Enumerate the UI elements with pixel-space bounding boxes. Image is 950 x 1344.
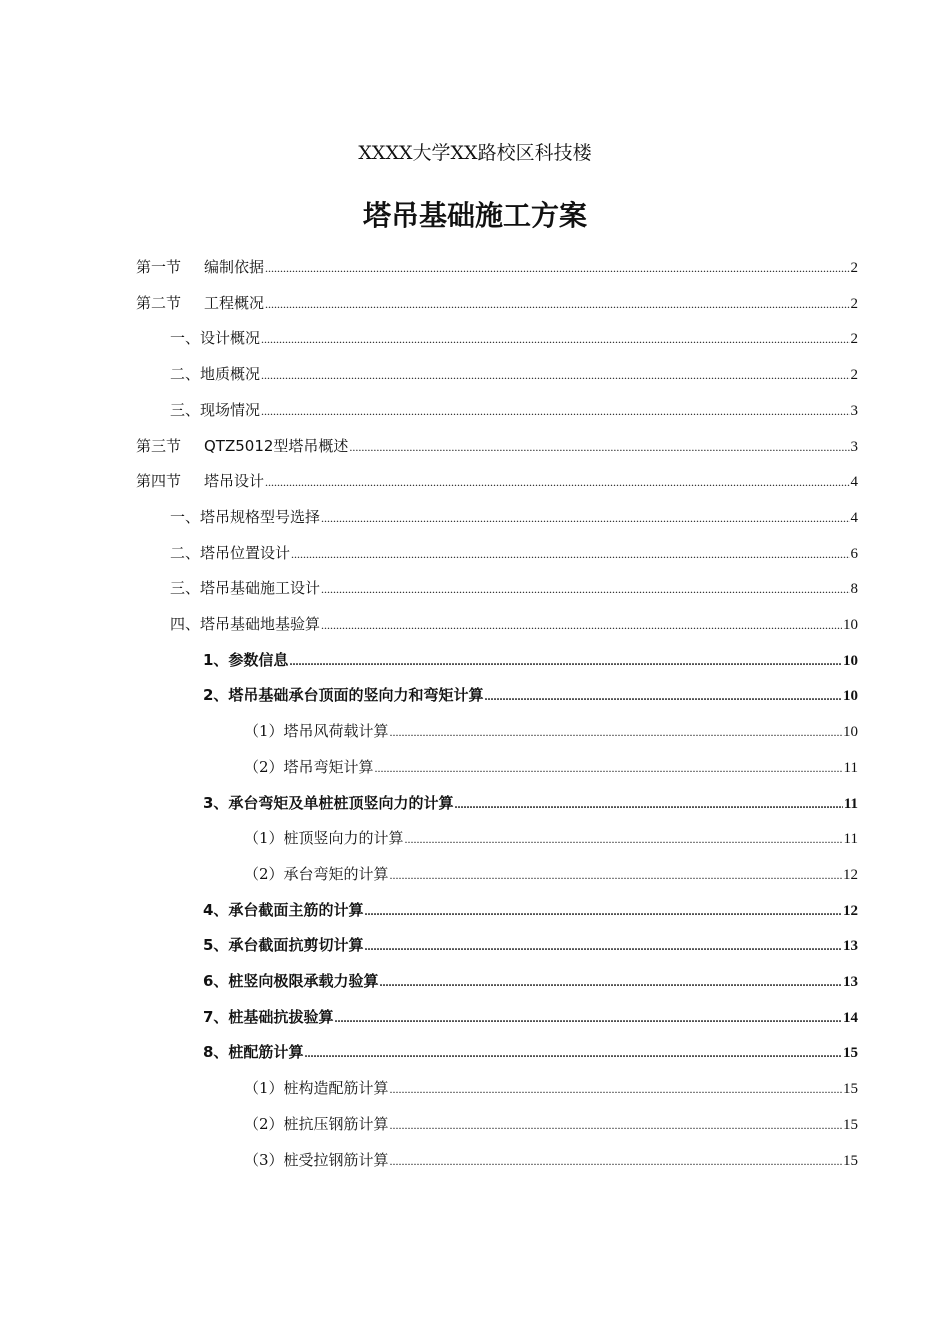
toc-leader-dots bbox=[390, 1078, 842, 1100]
toc-leader-dots bbox=[321, 507, 849, 529]
toc-leader-dots bbox=[265, 293, 849, 315]
toc-page-number: 15 bbox=[843, 1081, 858, 1097]
toc-entry-label bbox=[136, 470, 264, 492]
toc-entry-text: 一、塔吊规格型号选择 bbox=[170, 508, 321, 526]
toc-entry-label bbox=[170, 506, 320, 528]
toc-entry[interactable] bbox=[244, 756, 858, 778]
toc-entry[interactable] bbox=[170, 399, 858, 421]
toc-leader-dots bbox=[261, 328, 849, 350]
toc-leader-dots bbox=[390, 721, 842, 743]
toc-page-number: 3 bbox=[850, 403, 858, 419]
toc-entry-label bbox=[136, 292, 264, 314]
toc-entry-text: 4、承台截面主筋的计算 bbox=[203, 901, 364, 919]
toc-entry-label bbox=[136, 256, 264, 278]
toc-entry[interactable] bbox=[203, 970, 858, 992]
toc-entry-label bbox=[203, 934, 363, 956]
toc-entry-label bbox=[203, 970, 378, 992]
toc-leader-dots bbox=[349, 436, 849, 458]
toc-leader-dots bbox=[405, 828, 843, 850]
toc-page-number: 10 bbox=[843, 688, 858, 704]
toc-page-number: 10 bbox=[843, 617, 858, 633]
toc-entry[interactable] bbox=[244, 827, 858, 849]
toc-entry-text: （1）桩顶竖向力的计算 bbox=[244, 829, 404, 847]
toc-entry-text: （2）塔吊弯矩计算 bbox=[244, 758, 374, 776]
toc-entry-label bbox=[244, 863, 389, 885]
toc-leader-dots bbox=[334, 1007, 842, 1029]
toc-leader-dots bbox=[291, 543, 849, 565]
toc-entry-label bbox=[203, 899, 363, 921]
toc-entry[interactable] bbox=[136, 256, 858, 278]
toc-entry-text: 1、参数信息 bbox=[203, 651, 289, 669]
toc-page-number: 11 bbox=[843, 831, 858, 847]
toc-leader-dots bbox=[364, 935, 842, 957]
toc-entry-label bbox=[170, 363, 260, 385]
toc-entry-text: （1）塔吊风荷载计算 bbox=[244, 722, 389, 740]
toc-entry[interactable] bbox=[170, 542, 858, 564]
toc-entry-text: 3、承台弯矩及单桩桩顶竖向力的计算 bbox=[203, 794, 454, 812]
toc-entry-label bbox=[244, 756, 374, 778]
toc-leader-dots bbox=[390, 1114, 842, 1136]
toc-entry-text: 一、设计概况 bbox=[170, 329, 261, 347]
toc-entry-text: （1）桩构造配筋计算 bbox=[244, 1079, 389, 1097]
toc-leader-dots bbox=[484, 685, 842, 707]
toc-entry-text: 塔吊设计 bbox=[204, 472, 265, 490]
toc-page-number: 6 bbox=[850, 546, 858, 562]
toc-leader-dots bbox=[379, 971, 842, 993]
toc-entry-label bbox=[203, 1041, 303, 1063]
toc-page-number: 12 bbox=[843, 903, 858, 919]
toc-page-number: 2 bbox=[850, 296, 858, 312]
toc-entry-label bbox=[170, 327, 260, 349]
toc-leader-dots bbox=[375, 757, 843, 779]
toc-entry-text: 二、地质概况 bbox=[170, 365, 261, 383]
toc-entry[interactable] bbox=[244, 1077, 858, 1099]
toc-section-number: 第四节 bbox=[136, 472, 182, 490]
toc-entry[interactable] bbox=[136, 470, 858, 492]
toc-entry-text: 8、桩配筋计算 bbox=[203, 1043, 304, 1061]
toc-entry-label bbox=[244, 1077, 389, 1099]
toc-entry[interactable] bbox=[136, 435, 858, 457]
toc-entry[interactable] bbox=[203, 1006, 858, 1028]
toc-entry-label bbox=[203, 1006, 333, 1028]
toc-entry-label bbox=[244, 720, 389, 742]
toc-entry[interactable] bbox=[244, 1113, 858, 1135]
toc-entry[interactable] bbox=[244, 720, 858, 742]
toc-section-number: 第三节 bbox=[136, 437, 182, 455]
toc-entry[interactable] bbox=[203, 1041, 858, 1063]
toc-page-number: 14 bbox=[843, 1010, 858, 1026]
toc-page-number: 8 bbox=[850, 581, 858, 597]
toc-page-number: 15 bbox=[843, 1117, 858, 1133]
toc-entry-label bbox=[244, 827, 404, 849]
toc-page-number: 13 bbox=[843, 974, 858, 990]
toc-entry[interactable] bbox=[203, 649, 858, 671]
toc-entry-text: 三、现场情况 bbox=[170, 401, 261, 419]
toc-entry-label bbox=[136, 435, 348, 457]
document-title: 塔吊基础施工方案 bbox=[362, 199, 587, 232]
toc-page-number: 15 bbox=[843, 1153, 858, 1169]
toc-leader-dots bbox=[289, 650, 842, 672]
toc-leader-dots bbox=[390, 1150, 842, 1172]
toc-entry-text: 6、桩竖向极限承载力验算 bbox=[203, 972, 379, 990]
toc-entry[interactable] bbox=[170, 613, 858, 635]
toc-entry[interactable] bbox=[203, 792, 858, 814]
toc-entry-label bbox=[170, 542, 290, 564]
document-subtitle: XXXX大学XX路校区科技楼 bbox=[358, 142, 592, 164]
toc-entry-label bbox=[244, 1113, 389, 1135]
toc-leader-dots bbox=[390, 864, 842, 886]
toc-section-number: 第二节 bbox=[136, 294, 182, 312]
toc-entry-text: 7、桩基础抗拔验算 bbox=[203, 1008, 334, 1026]
toc-page-number: 3 bbox=[850, 439, 858, 455]
toc-entry-label bbox=[203, 792, 453, 814]
toc-section-number: 第一节 bbox=[136, 258, 182, 276]
toc-leader-dots bbox=[261, 400, 849, 422]
toc-entry-text: 四、塔吊基础地基验算 bbox=[170, 615, 321, 633]
toc-leader-dots bbox=[454, 793, 842, 815]
toc-page-number: 4 bbox=[850, 474, 858, 490]
toc-entry-label bbox=[203, 684, 483, 706]
toc-entry-label bbox=[170, 577, 320, 599]
toc-entry-text: 编制依据 bbox=[204, 258, 265, 276]
toc-entry[interactable] bbox=[244, 1149, 858, 1171]
toc-leader-dots bbox=[265, 257, 849, 279]
toc-leader-dots bbox=[261, 364, 849, 386]
toc-leader-dots bbox=[265, 471, 849, 493]
toc-entry-text: QTZ5012型塔吊概述 bbox=[204, 437, 349, 455]
toc-leader-dots bbox=[321, 578, 849, 600]
toc-entry[interactable] bbox=[170, 506, 858, 528]
toc-entry-text: 2、塔吊基础承台顶面的竖向力和弯矩计算 bbox=[203, 686, 484, 704]
toc-leader-dots bbox=[304, 1042, 842, 1064]
toc-page-number: 12 bbox=[843, 867, 858, 883]
toc-entry-text: 5、承台截面抗剪切计算 bbox=[203, 936, 364, 954]
toc-entry-text: （2）桩抗压钢筋计算 bbox=[244, 1115, 389, 1133]
toc-page-number: 4 bbox=[850, 510, 858, 526]
toc-entry[interactable] bbox=[170, 577, 858, 599]
toc-entry-text: 三、塔吊基础施工设计 bbox=[170, 579, 321, 597]
toc-entry[interactable] bbox=[136, 292, 858, 314]
toc-entry[interactable] bbox=[203, 934, 858, 956]
toc-entry-label bbox=[170, 399, 260, 421]
toc-entry[interactable] bbox=[170, 363, 858, 385]
toc-page-number: 11 bbox=[843, 760, 858, 776]
toc-page-number: 11 bbox=[843, 796, 858, 812]
toc-leader-dots bbox=[364, 900, 842, 922]
toc-entry-text: 二、塔吊位置设计 bbox=[170, 544, 291, 562]
toc-entry-label bbox=[244, 1149, 389, 1171]
toc-entry-label bbox=[203, 649, 288, 671]
toc-page-number: 15 bbox=[843, 1045, 858, 1061]
toc-page-number: 13 bbox=[843, 938, 858, 954]
toc-page-number: 2 bbox=[850, 331, 858, 347]
toc-entry[interactable] bbox=[244, 863, 858, 885]
toc-page-number: 2 bbox=[850, 367, 858, 383]
toc-entry-label bbox=[170, 613, 320, 635]
toc-page-number: 10 bbox=[843, 653, 858, 669]
toc-page-number: 10 bbox=[843, 724, 858, 740]
toc-entry-text: （3）桩受拉钢筋计算 bbox=[244, 1151, 389, 1169]
toc-page-number: 2 bbox=[850, 260, 858, 276]
toc-entry[interactable] bbox=[203, 899, 858, 921]
toc-entry[interactable] bbox=[170, 327, 858, 349]
toc-entry-text: 工程概况 bbox=[204, 294, 265, 312]
toc-entry-text: （2）承台弯矩的计算 bbox=[244, 865, 389, 883]
toc-entry[interactable] bbox=[203, 684, 858, 706]
toc-leader-dots bbox=[321, 614, 842, 636]
